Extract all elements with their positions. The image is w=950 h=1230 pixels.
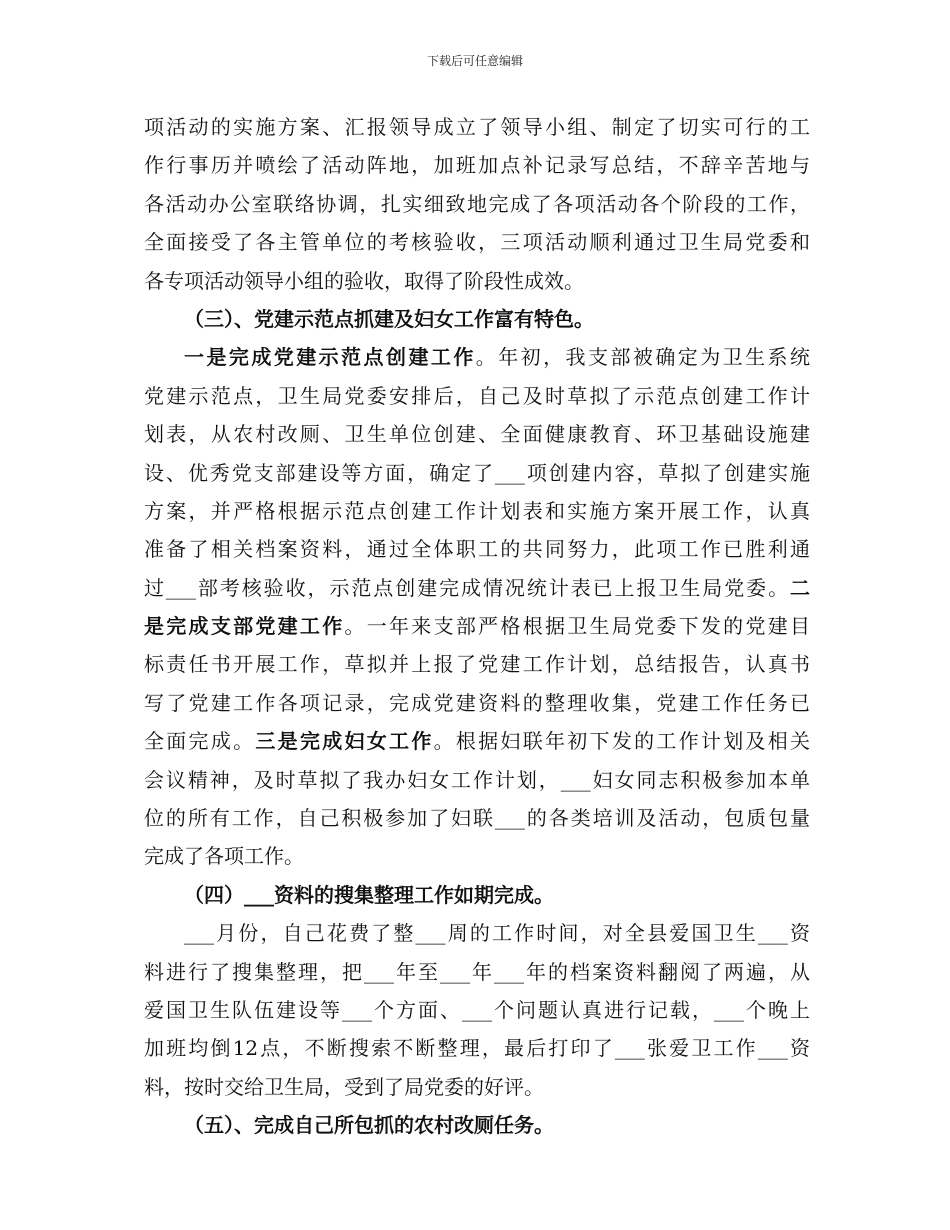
text-run: 料进行了搜集整理，把___年至___年___年的档案资料翻阅了两遍，从 — [144, 959, 810, 984]
text-run: 加班均倒12点，不断搜索不断整理，最后打印了___张爱卫工作___资 — [144, 1036, 810, 1061]
document-body — [144, 108, 810, 1145]
paragraph-line — [144, 761, 810, 799]
text-run: 全面完成。 — [144, 729, 256, 754]
bold-text: （三）、党建示范点抓建及妇女工作富有特色。 — [184, 306, 594, 331]
paragraph-line — [144, 684, 810, 722]
bold-text: （五）、完成自己所包抓的农村改厕任务。 — [184, 1113, 554, 1138]
paragraph-line — [144, 1068, 810, 1106]
page-header: 下载后可任意编辑 — [426, 54, 523, 68]
paragraph-line — [144, 146, 810, 184]
text-run: 标责任书开展工作，草拟并上报了党建工作计划，总结报告，认真书 — [144, 652, 810, 677]
text-run: 写了党建工作各项记录，完成党建资料的整理收集，党建工作任务已 — [144, 690, 810, 715]
text-run: 爱国卫生队伍建设等___个方面、___个问题认真进行记载，___个晚上 — [144, 997, 810, 1022]
paragraph-line — [144, 953, 810, 991]
text-run: 料，按时交给卫生局，受到了局党委的好评。 — [144, 1074, 544, 1099]
paragraph-line — [144, 454, 810, 492]
paragraph-line — [144, 377, 810, 415]
text-run: 全面接受了各主管单位的考核验收，三项活动顺利通过卫生局党委和 — [144, 230, 810, 255]
section-heading — [144, 1106, 810, 1144]
text-run: 。根据妇联年初下发的工作计划及相关 — [433, 729, 811, 754]
text-run: 。年初，我支部被确定为卫生系统 — [475, 345, 811, 370]
bold-text: 是完成支部党建工作 — [144, 614, 345, 639]
text-run: 各活动办公室联络协调，扎实细致地完成了各项活动各个阶段的工作， — [144, 191, 810, 216]
paragraph-line — [144, 837, 810, 875]
paragraph-line — [144, 338, 810, 376]
paragraph-line — [144, 722, 810, 760]
bold-text: 三是完成妇女工作 — [255, 729, 434, 754]
paragraph-line — [144, 223, 810, 261]
text-run: 作行事历并喷绘了活动阵地，加班加点补记录写总结，不辞辛苦地与 — [144, 153, 810, 178]
text-run: 设、优秀党支部建设等方面，确定了___项创建内容，草拟了创建实施 — [144, 460, 810, 485]
text-run: 项活动的实施方案、汇报领导成立了领导小组、制定了切实可行的工 — [144, 115, 810, 139]
text-run: 过___部考核验收，示范点创建完成情况统计表已上报卫生局党委。 — [144, 575, 790, 600]
section-heading — [144, 876, 810, 914]
bold-text: 一是完成党建示范点创建工作 — [184, 345, 476, 370]
text-run: 准备了相关档案资料，通过全体职工的共同努力，此项工作已胜利通 — [144, 537, 810, 562]
paragraph-line — [144, 1029, 810, 1067]
paragraph-line — [144, 530, 810, 568]
bold-text: （四）___资料的搜集整理工作如期完成。 — [184, 882, 554, 907]
text-run: 会议精神，及时草拟了我办妇女工作计划，___妇女同志积极参加本单 — [144, 767, 810, 792]
paragraph-line — [144, 569, 810, 607]
text-run: 方案，并严格根据示范点创建工作计划表和实施方案开展工作，认真 — [144, 498, 810, 523]
text-run: 位的所有工作，自己积极参加了妇联___的各类培训及活动，包质包量 — [144, 806, 810, 831]
text-run: 各专项活动领导小组的验收，取得了阶段性成效。 — [144, 268, 584, 293]
paragraph-line — [144, 799, 810, 837]
paragraph-line — [144, 415, 810, 453]
bold-text: 二 — [790, 575, 810, 600]
text-run: 划表，从农村改厕、卫生单位创建、全面健康教育、环卫基础设施建 — [144, 422, 810, 447]
paragraph-line — [144, 645, 810, 683]
paragraph-line — [144, 991, 810, 1029]
paragraph-line — [144, 607, 810, 645]
text-run: 党建示范点，卫生局党委安排后，自己及时草拟了示范点创建工作计 — [144, 383, 810, 408]
paragraph-line — [144, 914, 810, 952]
paragraph-line — [144, 185, 810, 223]
text-run: ___月份，自己花费了整___周的工作时间，对全县爱国卫生___资 — [184, 921, 810, 946]
text-run: 完成了各项工作。 — [144, 844, 304, 869]
section-heading — [144, 300, 810, 338]
paragraph-line — [144, 262, 810, 300]
text-run: 。一年来支部严格根据卫生局党委下发的党建目 — [344, 614, 811, 639]
paragraph-line — [144, 108, 810, 146]
paragraph-line — [144, 492, 810, 530]
